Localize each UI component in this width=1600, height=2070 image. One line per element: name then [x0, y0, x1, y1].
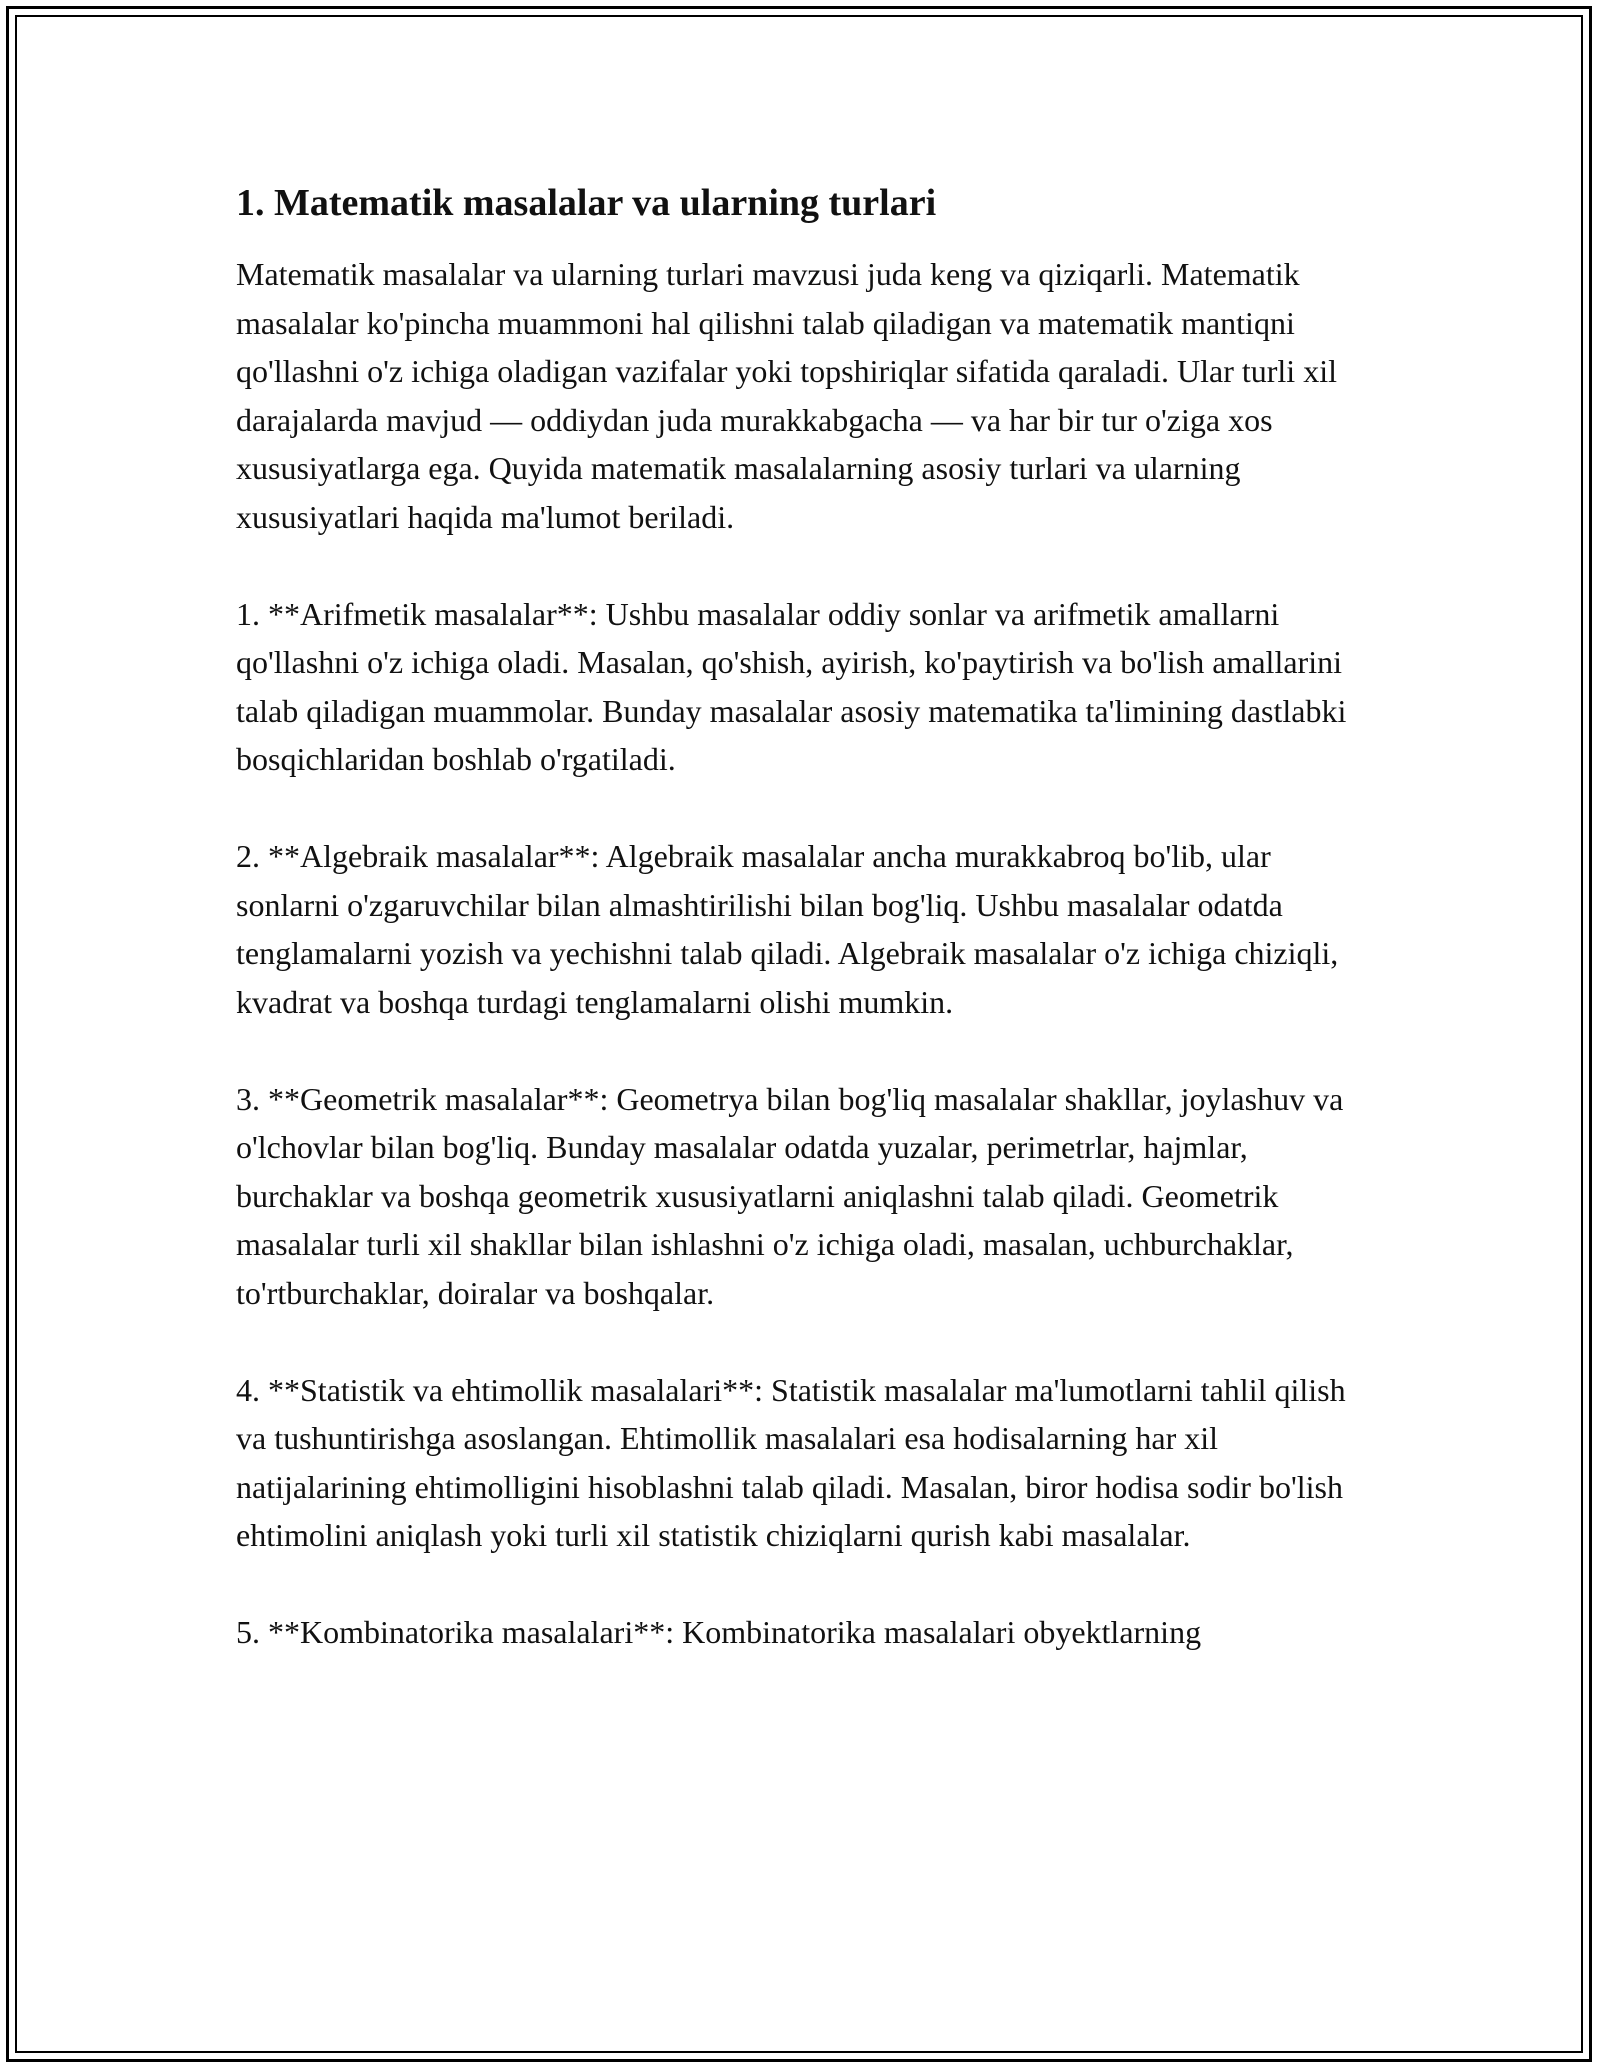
list-item-combinatorics: 5. **Kombinatorika masalalari**: Kombinatorika masalalari obyektlarning	[236, 1614, 1202, 1650]
list-item-statistics: 4. **Statistik va ehtimollik masalalari**: Statistik masalalar ma'lumotlarni tahlil qilish va tushuntirishga asoslangan. Ehtimollik masalalari esa hodisalarning har xil natijalarining ehtimolligini hisoblashni talab qiladi. Masalan, biror hodisa sodir bo'lish ehtimolini aniqlash yoki turli xil statistik chiziqlarni qurish kabi masalalar.	[236, 1371, 1346, 1553]
list-item-arithmetic: 1. **Arifmetik masalalar**: Ushbu masalalar oddiy sonlar va arifmetik amallarni qo'llashni o'z ichiga oladi. Masalan, qo'shish, ayirish, ko'paytirish va bo'lish amallarini talab qiladigan muammolar. Bunday masalalar asosiy matematika ta'limining dastlabki bosqichlaridan boshlab o'rgatiladi.	[236, 595, 1347, 777]
section-heading: 1. Matematik masalalar va ularning turlari	[236, 182, 937, 224]
intro-paragraph: Matematik masalalar va ularning turlari mavzusi juda keng va qiziqarli. Matematik masalalar ko'pincha muammoni hal qilishni talab qiladigan va matematik mantiqni qo'llashni o'z ichiga oladigan vazifalar yoki topshiriqlar sifatida qaraladi. Ular turli xil darajalarda mavjud — oddiydan juda murakkabgacha — va har bir tur o'ziga xos xususiyatlarga ega. Quyida matematik masalalarning asosiy turlari va ularning xususiyatlari haqida ma'lumot beriladi.	[236, 256, 1337, 535]
list-item-algebraic: 2. **Algebraik masalalar**: Algebraik masalalar ancha murakkabroq bo'lib, ular sonlarni o'zgaruvchilar bilan almashtirilishi bilan bog'liq. Ushbu masalalar odatda tenglamalarni yozish va yechishni talab qiladi. Algebraik masalalar o'z ichiga chiziqli, kvadrat va boshqa turdagi tenglamalarni olishi mumkin.	[236, 838, 1339, 1020]
list-item-geometric: 3. **Geometrik masalalar**: Geometrya bilan bog'liq masalalar shakllar, joylashuv va o'lchovlar bilan bog'liq. Bunday masalalar odatda yuzalar, perimetrlar, hajmlar, burchaklar va boshqa geometrik xususiyatlarni aniqlashni talab qiladi. Geometrik masalalar turli xil shakllar bilan ishlashni o'z ichiga oladi, masalan, uchburchaklar, to'rtburchaklar, doiralar va boshqalar.	[236, 1080, 1344, 1311]
document-body	[236, 180, 1366, 1705]
